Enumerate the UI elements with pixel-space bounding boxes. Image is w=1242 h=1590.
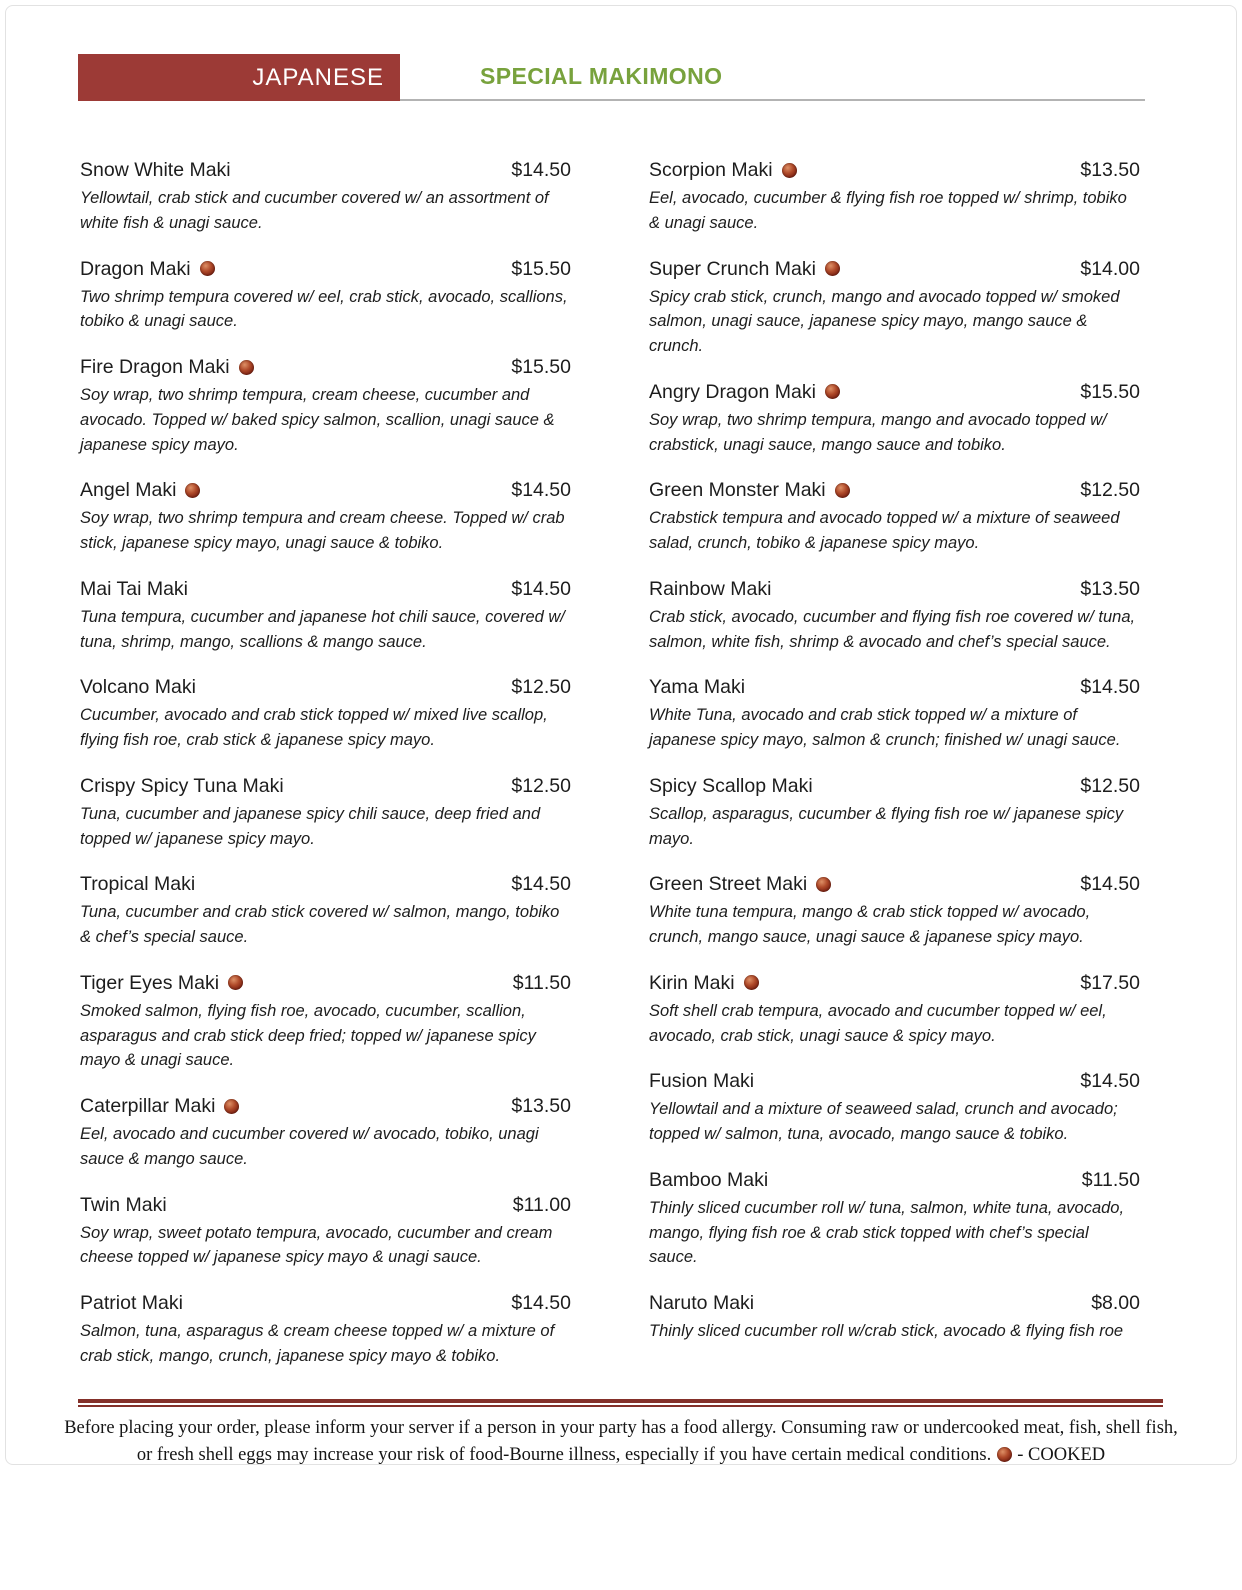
menu-columns <box>0 101 1242 1389</box>
item-price: $14.50 <box>511 873 571 896</box>
item-price: $14.50 <box>511 479 571 502</box>
item-name: Dragon Maki <box>80 257 191 280</box>
cuisine-banner <box>78 54 400 101</box>
menu-item-header <box>80 871 571 897</box>
menu-item <box>649 871 1140 950</box>
menu-item-header <box>80 157 571 183</box>
item-name: Green Street Maki <box>649 873 808 896</box>
item-price: $13.50 <box>1080 159 1140 181</box>
menu-item-header <box>80 674 571 700</box>
menu-item <box>649 1068 1140 1147</box>
cooked-icon <box>825 384 840 399</box>
item-name: Rainbow Maki <box>649 577 772 600</box>
section-title-bar <box>400 54 1145 101</box>
item-description: Eel, avocado, cucumber & flying fish roe topped w/ shrimp, tobiko & unagi sauce. <box>649 189 1127 232</box>
cooked-icon <box>825 261 840 276</box>
menu-item <box>80 970 571 1073</box>
item-description: Spicy crab stick, crunch, mango and avocado topped w/ smoked salmon, unagi sauce, japanese spicy mayo, mango sauce & crunch. <box>649 287 1120 355</box>
item-description: Tuna, cucumber and japanese spicy chili sauce, deep fried and topped w/ japanese spicy mayo. <box>80 804 541 848</box>
footer-divider <box>78 1399 1163 1407</box>
item-price: $15.50 <box>1080 380 1140 403</box>
menu-item-header <box>80 970 571 996</box>
item-description: Two shrimp tempura covered w/ eel, crab stick, avocado, scallions, tobiko & unagi sauce. <box>80 287 568 331</box>
item-name: Spicy Scallop Maki <box>649 774 813 797</box>
item-description: Thinly sliced cucumber roll w/ tuna, salmon, white tuna, avocado, mango, flying fish roe & crab stick topped with chef’s special sauce. <box>649 1198 1125 1267</box>
menu-item-header <box>649 157 1140 183</box>
item-name: Tropical Maki <box>80 873 196 896</box>
menu-item <box>649 1167 1140 1270</box>
menu-item-header <box>80 1192 571 1218</box>
item-price: $15.50 <box>511 356 571 378</box>
menu-item <box>649 157 1140 236</box>
item-description: Yellowtail, crab stick and cucumber covered w/ an assortment of white fish & unagi sauce. <box>80 189 549 232</box>
item-description: Tuna, cucumber and crab stick covered w/ salmon, mango, tobiko & chef’s special sauce. <box>80 903 560 946</box>
cooked-icon <box>239 360 254 375</box>
menu-item <box>80 256 571 335</box>
item-description: Cucumber, avocado and crab stick topped w/ mixed live scallop, flying fish roe, crab stick & japanese spicy mayo. <box>80 706 548 749</box>
section-title: SPECIAL MAKIMONO <box>480 63 723 89</box>
allergy-text: Before placing your order, please inform your server if a person in your party has a food allergy. Consuming raw or undercooked meat, fish, shell fish, or fresh shell eggs may increase your risk of food-Bourne illness, especially if you have certain medical conditions. <box>64 1417 1178 1466</box>
menu-item-header <box>80 773 571 799</box>
item-price: $14.50 <box>1080 873 1140 896</box>
menu-item <box>80 477 571 556</box>
item-name: Volcano Maki <box>80 676 196 699</box>
item-price: $13.50 <box>511 1095 571 1117</box>
item-price: $11.50 <box>1081 1168 1140 1191</box>
item-price: $17.50 <box>1080 971 1140 994</box>
item-description: Yellowtail and a mixture of seaweed salad, crunch and avocado; topped w/ salmon, tuna, avocado, mango sauce & tobiko. <box>649 1100 1118 1143</box>
cooked-legend: - COOKED <box>1017 1445 1106 1466</box>
allergy-notice <box>62 1415 1180 1471</box>
item-price: $14.50 <box>1080 676 1140 699</box>
item-description: Crab stick, avocado, cucumber and flying fish roe covered w/ tuna, salmon, white fish, shrimp & avocado and chef’s special sauce. <box>649 607 1136 651</box>
item-name: Tiger Eyes Maki <box>80 971 220 994</box>
menu-item <box>80 354 571 457</box>
item-name: Snow White Maki <box>80 159 231 181</box>
item-price: $12.50 <box>511 676 571 699</box>
menu-item <box>649 477 1140 556</box>
cuisine-label: JAPANESE <box>252 63 384 91</box>
item-description: Soy wrap, sweet potato tempura, avocado, cucumber and cream cheese topped w/ japanese spicy mayo & unagi sauce. <box>80 1223 553 1267</box>
menu-item <box>80 871 571 950</box>
menu-item <box>649 674 1140 753</box>
cooked-icon <box>835 483 850 498</box>
menu-item-header <box>649 576 1140 602</box>
menu-item <box>80 1192 571 1271</box>
cooked-icon <box>782 163 797 178</box>
item-description: Soft shell crab tempura, avocado and cucumber topped w/ eel, avocado, crab stick, unagi sauce & spicy mayo. <box>649 1001 1107 1045</box>
menu-item <box>80 674 571 753</box>
menu-item <box>80 1093 571 1172</box>
menu-footer <box>0 1399 1242 1471</box>
item-name: Super Crunch Maki <box>649 257 816 280</box>
item-price: $14.50 <box>511 577 571 600</box>
menu-item-header <box>649 256 1140 282</box>
menu-column-right <box>649 157 1140 1389</box>
menu-item-header <box>649 674 1140 700</box>
cooked-icon <box>744 975 759 990</box>
item-description: White Tuna, avocado and crab stick topped w/ a mixture of japanese spicy mayo, salmon & crunch; finished w/ unagi sauce. <box>649 706 1121 749</box>
cooked-icon <box>224 1099 239 1114</box>
menu-item-header <box>80 256 571 282</box>
menu-item <box>649 1290 1140 1344</box>
menu-item-header <box>649 379 1140 405</box>
menu-item-header <box>649 1068 1140 1094</box>
menu-column-left <box>80 157 571 1389</box>
item-name: Scorpion Maki <box>649 159 773 181</box>
item-description: Soy wrap, two shrimp tempura and cream cheese. Topped w/ crab stick, japanese spicy mayo, unagi sauce & tobiko. <box>80 509 565 552</box>
item-description: White tuna tempura, mango & crab stick topped w/ avocado, crunch, mango sauce, unagi sauce & japanese spicy mayo. <box>649 903 1091 946</box>
menu-item <box>649 256 1140 359</box>
item-name: Patriot Maki <box>80 1292 183 1314</box>
item-price: $12.50 <box>1080 479 1140 502</box>
menu-item <box>80 576 571 655</box>
item-price: $11.50 <box>512 971 571 994</box>
menu-item-header <box>649 773 1140 799</box>
item-price: $15.50 <box>511 257 571 280</box>
item-name: Twin Maki <box>80 1193 167 1216</box>
menu-item <box>80 1290 571 1369</box>
item-name: Yama Maki <box>649 676 746 699</box>
menu-item-header <box>80 354 571 380</box>
menu-item-header <box>80 477 571 503</box>
item-price: $14.50 <box>511 159 571 181</box>
item-description: Scallop, asparagus, cucumber & flying fish roe w/ japanese spicy mayo. <box>649 804 1124 848</box>
item-price: $14.50 <box>1080 1070 1140 1093</box>
menu-item <box>649 379 1140 458</box>
item-description: Smoked salmon, flying fish roe, avocado, cucumber, scallion, asparagus and crab stick deep fried; topped w/ japanese spicy mayo & unagi sauce. <box>80 1001 536 1070</box>
item-price: $13.50 <box>1080 577 1140 600</box>
cooked-icon <box>228 975 243 990</box>
item-price: $14.00 <box>1080 257 1140 280</box>
item-description: Thinly sliced cucumber roll w/crab stick, avocado & flying fish roe <box>649 1322 1124 1340</box>
item-name: Kirin Maki <box>649 971 735 994</box>
item-price: $12.50 <box>1080 774 1140 797</box>
item-description: Soy wrap, two shrimp tempura, cream cheese, cucumber and avocado. Topped w/ baked spicy salmon, scallion, unagi sauce & japanese spicy mayo. <box>80 386 555 454</box>
item-name: Green Monster Maki <box>649 479 826 502</box>
item-price: $8.00 <box>1091 1292 1140 1314</box>
item-name: Mai Tai Maki <box>80 577 189 600</box>
cooked-icon <box>200 261 215 276</box>
item-name: Crispy Spicy Tuna Maki <box>80 774 284 797</box>
menu-item-header <box>649 1167 1140 1193</box>
cooked-icon <box>185 483 200 498</box>
cooked-icon <box>997 1447 1012 1462</box>
item-name: Angel Maki <box>80 479 177 502</box>
item-description: Eel, avocado and cucumber covered w/ avocado, tobiko, unagi sauce & mango sauce. <box>80 1125 539 1168</box>
menu-item-header <box>649 970 1140 996</box>
item-price: $14.50 <box>511 1292 571 1314</box>
menu-item <box>80 157 571 236</box>
item-name: Fusion Maki <box>649 1070 755 1093</box>
menu-item-header <box>649 1290 1140 1316</box>
item-description: Tuna tempura, cucumber and japanese hot chili sauce, covered w/ tuna, shrimp, mango, scallions & mango sauce. <box>80 607 565 651</box>
menu-header <box>78 54 1145 101</box>
item-name: Bamboo Maki <box>649 1168 769 1191</box>
item-name: Caterpillar Maki <box>80 1095 216 1117</box>
item-name: Fire Dragon Maki <box>80 356 230 378</box>
menu-item-header <box>649 871 1140 897</box>
item-name: Naruto Maki <box>649 1292 755 1314</box>
item-price: $11.00 <box>512 1193 571 1216</box>
menu-item <box>649 576 1140 655</box>
item-description: Salmon, tuna, asparagus & cream cheese topped w/ a mixture of crab stick, mango, crunch, japanese spicy mayo & tobiko. <box>80 1322 555 1365</box>
item-description: Soy wrap, two shrimp tempura, mango and avocado topped w/ crabstick, unagi sauce, mango sauce and tobiko. <box>649 410 1107 454</box>
menu-item <box>649 773 1140 852</box>
menu-item-header <box>80 1290 571 1316</box>
item-description: Crabstick tempura and avocado topped w/ a mixture of seaweed salad, crunch, tobiko & japanese spicy mayo. <box>649 509 1120 552</box>
menu-item <box>649 970 1140 1049</box>
menu-item-header <box>649 477 1140 503</box>
menu-item-header <box>80 1093 571 1119</box>
item-price: $12.50 <box>511 774 571 797</box>
item-name: Angry Dragon Maki <box>649 380 816 403</box>
menu-item-header <box>80 576 571 602</box>
cooked-icon <box>816 877 831 892</box>
menu-item <box>80 773 571 852</box>
